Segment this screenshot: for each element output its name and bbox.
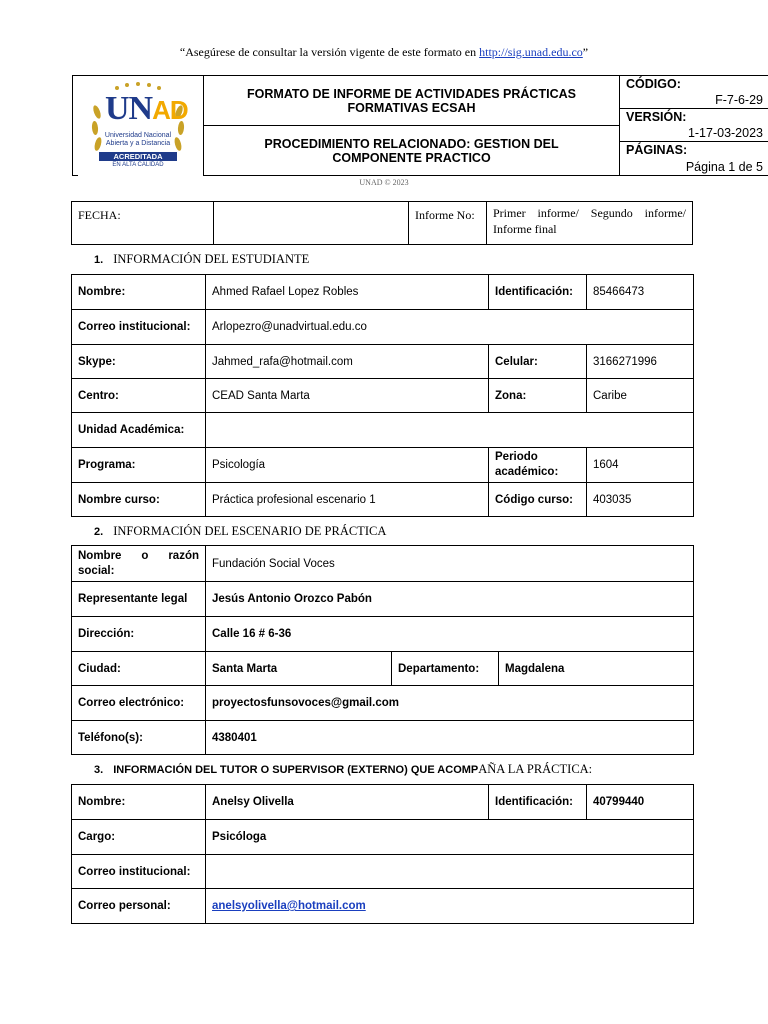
- student-unit: [206, 413, 694, 448]
- label: Correo electrónico:: [72, 686, 206, 721]
- course-name: Práctica profesional escenario 1: [206, 483, 489, 517]
- label: Correo personal:: [72, 889, 206, 924]
- fecha-label: FECHA:: [72, 202, 214, 245]
- label: Centro:: [72, 379, 206, 413]
- tutor-id: 40799440: [587, 785, 694, 820]
- student-name: Ahmed Rafael Lopez Robles: [206, 275, 489, 310]
- label: Skype:: [72, 345, 206, 379]
- tutor-table: [71, 784, 694, 924]
- course-code: 403035: [587, 483, 694, 517]
- label: Cargo:: [72, 820, 206, 855]
- document-header: [72, 75, 763, 176]
- student-phone: 3166271996: [587, 345, 694, 379]
- scenario-table: [71, 545, 694, 755]
- label: Celular:: [489, 345, 587, 379]
- label: Dirección:: [72, 617, 206, 652]
- student-zone: Caribe: [587, 379, 694, 413]
- label: Identificación:: [489, 785, 587, 820]
- org-phone: 4380401: [206, 721, 694, 755]
- tutor-role: Psicóloga: [206, 820, 694, 855]
- label: Código curso:: [489, 483, 587, 517]
- logo-cell: [72, 75, 203, 176]
- label: Nombre:: [72, 275, 206, 310]
- informe-options: Primer informe/ Segundo informe/ Informe final: [487, 202, 693, 245]
- label: Teléfono(s):: [72, 721, 206, 755]
- informe-label: Informe No:: [409, 202, 487, 245]
- label: Nombre curso:: [72, 483, 206, 517]
- student-email: Arlopezro@unadvirtual.edu.co: [206, 310, 694, 345]
- student-program: Psicología: [206, 448, 489, 483]
- org-department: Magdalena: [499, 652, 694, 686]
- label: Representante legal: [72, 582, 206, 617]
- label: Identificación:: [489, 275, 587, 310]
- related-procedure: PROCEDIMIENTO RELACIONADO: GESTION DEL COMPONENTE PRACTICO: [264, 137, 559, 165]
- tutor-personal-email-cell: [206, 889, 694, 924]
- legal-rep: Jesús Antonio Orozco Pabón: [206, 582, 694, 617]
- sig-link[interactable]: http://sig.unad.edu.co: [479, 45, 583, 59]
- accreditation-badge: ACREDITADA: [99, 152, 177, 161]
- accreditation-subtitle: EN ALTA CALIDAD: [112, 162, 164, 168]
- header-meta: [619, 75, 768, 176]
- logo-subtitle: Universidad Nacional Abierta y a Distancia: [104, 132, 172, 147]
- org-city: Santa Marta: [206, 652, 392, 686]
- academic-period: 1604: [587, 448, 694, 483]
- student-table: [71, 274, 694, 517]
- tutor-name: Anelsy Olivella: [206, 785, 489, 820]
- form-title: FORMATO DE INFORME DE ACTIVIDADES PRÁCTICAS FORMATIVAS ECSAH: [204, 76, 619, 126]
- fecha-field[interactable]: [214, 202, 409, 245]
- version-cell: VERSIÓN: 1-17-03-2023: [620, 109, 768, 142]
- date-table: [71, 201, 693, 245]
- org-name: Fundación Social Voces: [206, 546, 694, 582]
- label: Unidad Académica:: [72, 413, 206, 448]
- org-email: proyectosfunsovoces@gmail.com: [206, 686, 694, 721]
- copyright: UNAD © 2023: [359, 178, 409, 187]
- version-notice: “Asegúrese de consultar la versión vigente de este formato en http://sig.unad.edu.co”: [179, 45, 589, 59]
- section-1-heading: 1. INFORMACIÓN DEL ESTUDIANTE: [94, 252, 310, 266]
- label: Correo institucional:: [72, 855, 206, 889]
- label: Nombre o razón social:: [72, 546, 206, 582]
- student-skype: Jahmed_rafa@hotmail.com: [206, 345, 489, 379]
- label: Nombre:: [72, 785, 206, 820]
- tutor-inst-email: [206, 855, 694, 889]
- tutor-personal-email-link[interactable]: anelsyolivella@hotmail.com: [212, 900, 366, 912]
- label: Correo institucional:: [72, 310, 206, 345]
- section-3-heading: 3. INFORMACIÓN DEL TUTOR O SUPERVISOR (EXTERNO) QUE ACOMPAÑA LA PRÁCTICA:: [94, 762, 593, 776]
- label: Departamento:: [392, 652, 499, 686]
- unad-logo: [83, 82, 193, 170]
- student-id: 85466473: [587, 275, 694, 310]
- label: Periodo académico:: [489, 448, 587, 483]
- section-2-heading: 2. INFORMACIÓN DEL ESCENARIO DE PRÁCTICA: [94, 524, 387, 538]
- label: Zona:: [489, 379, 587, 413]
- org-address: Calle 16 # 6-36: [206, 617, 694, 652]
- logo-wordmark: UNAD: [105, 90, 188, 127]
- label: Programa:: [72, 448, 206, 483]
- pages-cell: PÁGINAS: Página 1 de 5: [626, 143, 763, 174]
- student-center: CEAD Santa Marta: [206, 379, 489, 413]
- label: Ciudad:: [72, 652, 206, 686]
- header-titles: [203, 75, 619, 176]
- code-cell: CÓDIGO: F-7-6-29: [620, 76, 768, 109]
